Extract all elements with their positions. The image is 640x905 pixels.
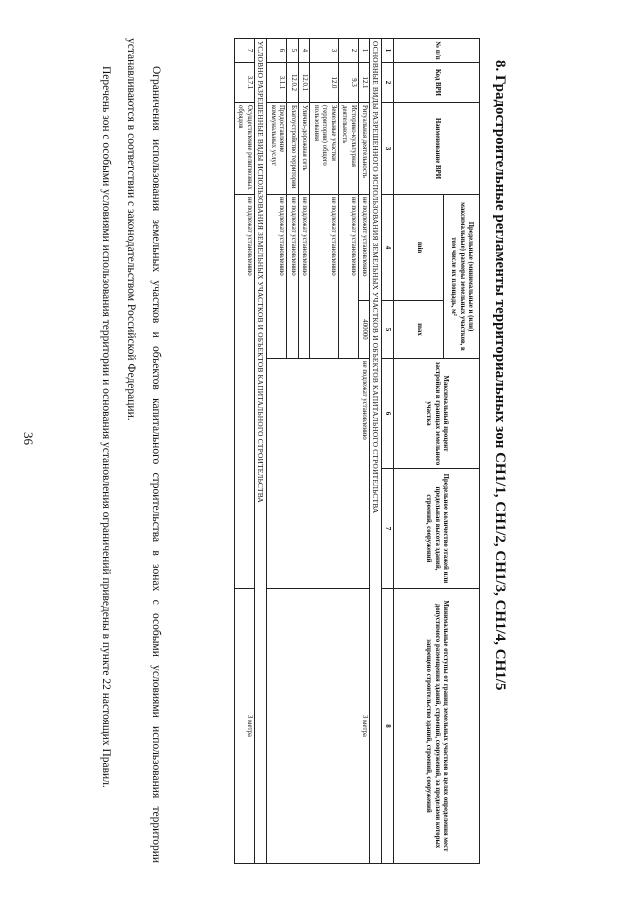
note-restrictions: Ограничения использования земельных участков и объектов капитального строительства в зонах с особыми условиями использования территории устанавливаются в соответствии с законодательством Российской Федерации. — [125, 38, 162, 863]
row-setback: 3 метра — [267, 589, 370, 864]
rotated-page-content — [84, 38, 524, 863]
row-code: 3.1.1 — [267, 63, 287, 103]
row-code: 12.1 — [358, 63, 369, 103]
row-min: не подлежит установлению — [358, 195, 369, 301]
row-num: 6 — [267, 39, 287, 63]
row-percent-floors: не подлежат установлению — [267, 359, 370, 589]
header-name: Наименование ВРИ — [394, 103, 480, 195]
section-row-conditional — [254, 39, 266, 864]
row-name: Ритуальная деятельность — [358, 103, 369, 195]
column-number: 7 — [382, 469, 394, 589]
row-num: 1 — [358, 39, 369, 63]
header-max: max — [394, 301, 444, 359]
row-num: 4 — [298, 39, 309, 63]
row-name: Предоставление коммунальных услуг — [267, 103, 287, 195]
row-setback: 3 метра — [234, 589, 254, 864]
note-zone-list: Перечень зон с особыми условиями использования территории и основания установления ограничений приведены в пункте 22 настоящих Правил. — [100, 66, 112, 788]
row-size: не подлежат установлению — [234, 195, 254, 589]
column-number: 6 — [382, 359, 394, 469]
regulations-table — [234, 38, 480, 864]
header-percent: Максимальный процент застройки в границах земельного участка — [394, 359, 480, 469]
row-num: 7 — [234, 39, 254, 63]
row-code: 12.0.2 — [287, 63, 298, 103]
notes — [93, 38, 168, 863]
header-min: min — [394, 195, 444, 301]
row-size: не подлежат установлению — [298, 195, 309, 359]
header-floors: Предельное количество этажей или предельная высота зданий, строений, сооружений — [394, 469, 480, 589]
column-number: 2 — [382, 63, 394, 103]
row-size: не подлежат установлению — [267, 195, 287, 359]
row-num: 3 — [310, 39, 338, 63]
column-number: 5 — [382, 301, 394, 359]
header-code: Код ВРИ — [394, 63, 480, 103]
row-size: не подлежат установлению — [310, 195, 338, 359]
row-size: не подлежат установлению — [338, 195, 358, 359]
row-code: 9.3 — [338, 63, 358, 103]
column-number: 8 — [382, 589, 394, 864]
table-row — [358, 39, 369, 864]
header-setback: Минимальные отступы от границ земельных участков в целях определения мест допустимого размещения зданий, строений, сооружений, за пределами которых запрещено строительство зданий, строений, сооружений — [394, 589, 480, 864]
column-number: 1 — [382, 39, 394, 63]
row-name: Осуществление религиозных обрядов — [234, 103, 254, 195]
row-name: Улично-дорожная сеть — [298, 103, 309, 195]
row-code: 3.7.1 — [234, 63, 254, 103]
row-name: Земельные участки (территории) общего пользования — [310, 103, 338, 195]
section-heading-conditional: УСЛОВНО РАЗРЕШЕННЫЕ ВИДЫ ИСПОЛЬЗОВАНИЯ ЗЕМЕЛЬНЫХ УЧАСТКОВ И ОБЪЕКТОВ КАПИТАЛЬНОГО СТРОИТЕЛЬСТВА — [254, 39, 266, 864]
column-number-row — [382, 39, 394, 864]
row-name: Благоустройство территории — [287, 103, 298, 195]
row-code: 12.0 — [310, 63, 338, 103]
section-heading-main: ОСНОВНЫЕ ВИДЫ РАЗРЕШЕННОГО ИСПОЛЬЗОВАНИЯ ЗЕМЕЛЬНЫХ УЧАСТКОВ И ОБЪЕКТОВ КАПИТАЛЬНОГО СТРОИТЕЛЬСТВА — [370, 39, 382, 864]
table-row — [234, 39, 254, 864]
row-name: Историко-культурная деятельность — [338, 103, 358, 195]
row-max: 400000 — [358, 301, 369, 359]
header-size: Предельные (минимальные и (или) максимальные) размеры земельных участков, в том числе их площадь, м² — [444, 195, 480, 359]
section-title: 8. Градостроительные регламенты территориальных зон СН1/1, СН1/2, СН1/3, СН1/4, СН1/5 — [492, 60, 508, 691]
row-num: 2 — [338, 39, 358, 63]
header-row — [444, 39, 480, 864]
column-number: 3 — [382, 103, 394, 195]
column-number: 4 — [382, 195, 394, 301]
header-num: № п/п — [394, 39, 480, 63]
row-num: 5 — [287, 39, 298, 63]
section-row-main — [370, 39, 382, 864]
row-size: не подлежат установлению — [287, 195, 298, 359]
page-number: 36 — [21, 432, 36, 445]
row-code: 12.0.1 — [298, 63, 309, 103]
